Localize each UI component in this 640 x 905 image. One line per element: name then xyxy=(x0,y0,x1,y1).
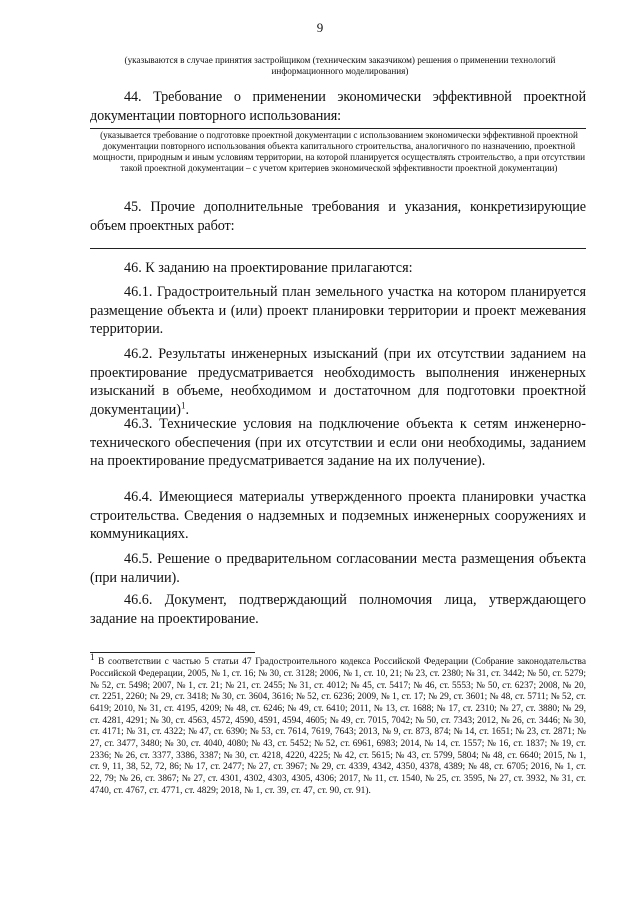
item-45-text: 45. Прочие дополнительные требования и указания, конкретизирующие объем проектных работ: xyxy=(90,199,586,234)
item-46-2-end: . xyxy=(185,401,189,418)
footnote-separator xyxy=(90,652,255,653)
item-44-note: (указывается требование о подготовке проектной документации с использованием экономически эффективной проектной документации повторного использования объекта капитального строительства, аналогичного по назначению, проектной мощности, природным и иным условиям территории, на которой планируется осуществлять строительство, а при отсутствии такой проектной документации – с учетом критериев экономической эффективности проектной документации) xyxy=(92,130,586,173)
item-46-1: 46.1. Градостроительный план земельного участка на котором планируется размещение объекта и (или) проект планировки территории и проект межевания территории. xyxy=(90,284,586,338)
footnote-marker: 1 xyxy=(90,652,95,662)
fill-line-44 xyxy=(90,128,586,129)
item-46-3: 46.3. Технические условия на подключение объекта к сетям инженерно-технического обеспечения (при их отсутствии и если они необходимы, заданием на проектирование предусматривается задание на их получение). xyxy=(90,416,586,470)
fill-line-45 xyxy=(90,248,586,249)
note-top: (указываются в случае принятия застройщиком (техническим заказчиком) решения о применении технологий информационного моделирования) xyxy=(124,55,556,76)
item-46-2-text: 46.2. Результаты инженерных изысканий (при их отсутствии заданием на проектирование предусматривается необходимость выполнения инженерных изысканий в объеме, необходимом и достаточном для подготовки проектной документации) xyxy=(90,346,586,418)
item-46-2 xyxy=(90,345,586,419)
item-46-heading: 46. К заданию на проектирование прилагаются: xyxy=(124,260,413,276)
page-number: 9 xyxy=(316,20,324,35)
item-44-text: 44. Требование о применении экономически эффективной проектной документации повторного использования: xyxy=(90,89,586,124)
item-46-5: 46.5. Решение о предварительном согласовании места размещения объекта (при наличии). xyxy=(90,551,586,586)
footnote-ref: 1 xyxy=(180,400,186,411)
item-46-6: 46.6. Документ, подтверждающий полномочия лица, утверждающего задание на проектирование. xyxy=(90,592,586,627)
item-46-4: 46.4. Имеющиеся материалы утвержденного проекта планировки участка строительства. Сведения о надземных и подземных инженерных сооружениях и коммуникациях. xyxy=(90,489,586,543)
footnote xyxy=(90,652,586,798)
footnote-text: В соответствии с частью 5 статьи 47 Градостроительного кодекса Российской Федерации (Собрание законодательства Российской Федерации, 2005, № 1, ст. 16; № 30, ст. 3128; 2006, № 1, ст. 10, 21; № 23, ст. 2380; № 31, ст. 3442; № 50, ст. 5279; № 52, ст. 5498; 2007, № 1, ст. 21; № 21, ст. 2455; № 31, ст. 4012; № 45, ст. 5417; № 46, ст. 5553; № 50, ст. 6237; 2008, № 20, ст. 2251, 2260; № 29, ст. 3418; № 30, ст. 3604, 3616; № 52, ст. 6236; 2009, № 1, ст. 17; № 29, ст. 3601; № 48, ст. 5711; № 52, ст. 6419; 2010, № 31, ст. 4195, 4209; № 48, ст. 6246; № 49, ст. 6410; 2011, № 13, ст. 1688; № 17, ст. 2310; № 27, ст. 3880; № 29, ст. 4281, 4291; № 30, ст. 4563, 4572, 4590, 4591, 4594, 4605; № 49, ст. 7015, 7042; № 50, ст. 7343; 2012, № 26, ст. 3446; № 30, ст. 4171; № 31, ст. 4322; № 47, ст. 6390; № 53, ст. 7614, 7619, 7643; 2013, № 9, ст. 873, 874; № 14, ст. 1651; № 23, ст. 2871; № 27, ст. 3477, 3480; № 30, ст. 4040, 4080; № 43, ст. 5452; № 52, ст. 6961, 6983; 2014, № 14, ст. 1557; № 16, ст. 1837; № 19, ст. 2336; № 26, ст. 3377, 3386, 3387; № 30, ст. 4218, 4220, 4225; № 42, ст. 5615; № 43, ст. 5799, 5804; № 48, ст. 6640; 2015, № 1, ст. 9, 11, 38, 52, 72, 86; № 17, ст. 2477; № 27, ст. 3967; № 29, ст. 4339, 4342, 4350, 4378, 4389; № 48, ст. 6705; 2016, № 1, ст. 22, 79; № 26, ст. 3867; № 27, ст. 4301, 4302, 4303, 4305, 4306; 2017, № 11, ст. 1540, № 25, ст. 3595, № 27, ст. 3932, № 31, ст. 4740, ст. 4767, ст. 4771, ст. 4829; 2018, № 1, ст. 39, ст. 47, ст. 90, ст. 91). xyxy=(90,657,586,796)
